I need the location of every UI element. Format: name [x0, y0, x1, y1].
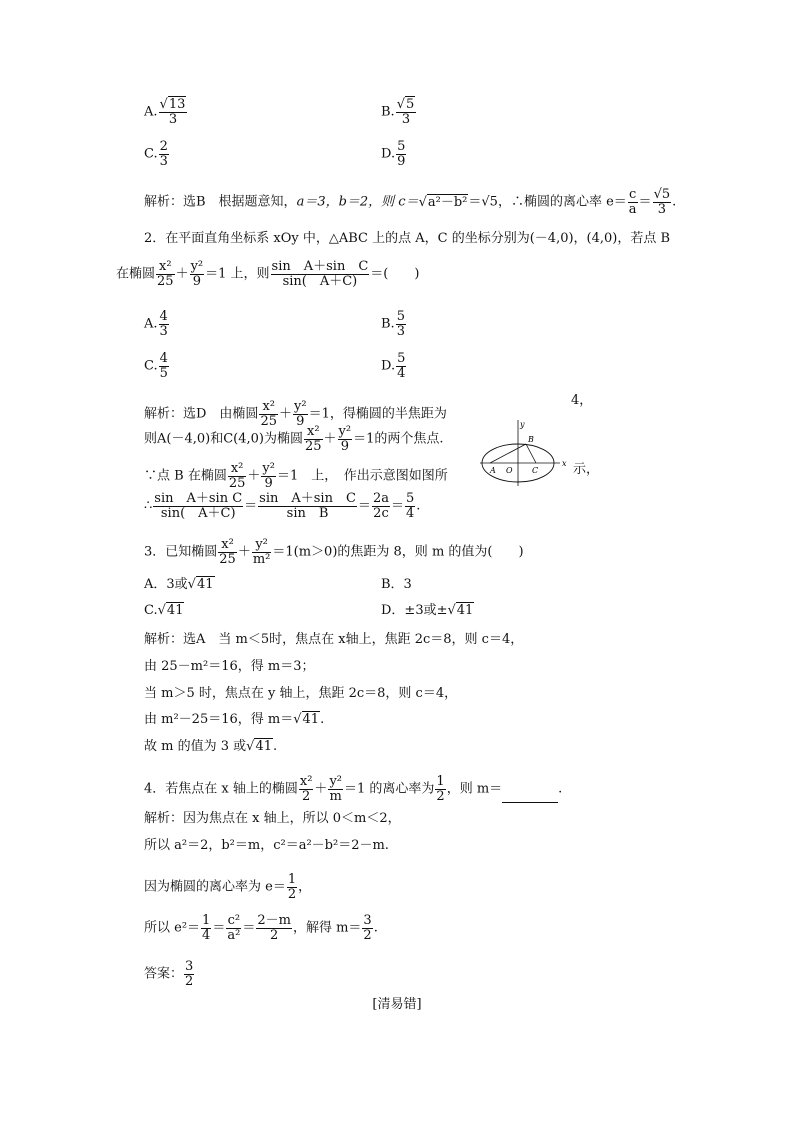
q1-option-b: B. $\frac{√5}{3}$	[381, 97, 415, 127]
fraction: $\frac{3}{2}$	[185, 959, 194, 989]
q2-option-c: C. $\frac{4}{5}$	[144, 351, 168, 381]
q1-solution: 解析：选B 根据题意知，a＝3，b＝2，则 c＝√a²－b²＝√5，∴椭圆的离心率 e＝ $\frac{c}{a}$ ＝ $\frac{√5}{3}$ .	[144, 187, 677, 217]
q3-solution-line3: 当 m＞5 时，焦点在 y 轴上，焦距 2c＝8，则 c＝4，	[144, 686, 458, 701]
q3-stem: 3．已知椭圆 $\frac{\text{x²}}{25}$ ＋ $\frac{\text{y²}}{\text{m²}}$ ＝1(m＞0)的焦距为 8，则 m 的值为( )	[144, 537, 524, 567]
fraction: $\frac{5}{3}$	[396, 309, 405, 339]
fraction: $\frac{1}{2}$	[287, 872, 297, 902]
fraction: $\frac{\text{x²}}{25}$	[228, 461, 246, 491]
q3-option-c: C.√41	[144, 603, 184, 618]
fraction: $\frac{2}{3}$	[159, 139, 168, 169]
fraction: $\frac{√5}{3}$	[653, 187, 671, 217]
fraction: $\frac{\text{y²}}{9}$	[338, 424, 352, 454]
label-c: C	[532, 466, 539, 475]
label-o: O	[506, 466, 513, 475]
fraction: $\frac{2a}{2c}$	[372, 491, 389, 521]
q2-option-a: A. $\frac{4}{3}$	[144, 309, 168, 339]
q2-solution-line4: ∴ $\frac{\text{sin A＋sin C}}{\sin( A+C)}$ ＝ $\frac{\text{sin A＋sin C}}{\text{sin B}}$ ＝ $\frac{2a}{2c}$ ＝ $\frac{5}{4}$ .	[144, 491, 421, 521]
fraction: $\frac{4}{3}$	[159, 309, 168, 339]
q2-solution-line1: 解析：选D 由椭圆 $\frac{\text{x²}}{25}$ ＋ $\frac{\text{y²}}{9}$ ＝1，得椭圆的半焦距为	[144, 399, 447, 429]
fraction: $\frac{5}{9}$	[397, 139, 406, 169]
q4-answer: 答案： $\frac{3}{2}$	[144, 959, 194, 989]
fraction: $\frac{\text{c²}}{\text{a²}}$	[227, 913, 241, 943]
fraction: $\frac{\text{x²}}{25}$	[219, 537, 236, 567]
fraction: $\frac{5}{4}$	[405, 491, 415, 521]
fraction: $\frac{\text{sin A＋sin C}}{\sin( A+C)}$	[154, 491, 243, 521]
fraction: $\frac{c}{a}$	[628, 187, 637, 217]
fraction: $\frac{5}{4}$	[397, 351, 406, 381]
label-a: A	[490, 466, 496, 475]
fraction: $\frac{2-m}{2}$	[257, 913, 291, 943]
fraction: $\frac{√13}{3}$	[159, 97, 186, 127]
q4-solution-line1: 解析：因为焦点在 x 轴上，所以 0＜m＜2，	[144, 811, 401, 826]
ellipse-figure	[476, 418, 568, 490]
fraction: $\frac{\text{y²}}{9}$	[262, 461, 275, 491]
fraction: $\frac{\text{sin A＋sin C}}{\text{sin B}}$	[259, 491, 356, 521]
q3-option-d: D．±3或±√41	[381, 603, 474, 618]
fraction: $\frac{\text{x²}}{2}$	[299, 774, 313, 804]
fraction: $\frac{\text{y²}}{9}$	[294, 399, 307, 429]
section-footer: [清易错]	[372, 997, 422, 1012]
q2-solution-line3-tail: 示，	[573, 462, 600, 477]
q3-solution-line4: 由 m²－25＝16，得 m＝√41.	[144, 712, 325, 727]
q2-solution-line2: 则A(－4,0)和C(4,0)为椭圆 $\frac{\text{x²}}{25}$ ＋ $\frac{\text{y²}}{9}$ ＝1的两个焦点.	[144, 424, 444, 454]
q3-option-b: B．3	[381, 577, 412, 592]
q2-solution-line3: ∵点 B 在椭圆 $\frac{\text{x²}}{25}$ ＋ $\frac{\text{y²}}{9}$ ＝1 上， 作出示意图如图所	[144, 461, 448, 491]
fraction: $\frac{\text{sin A＋sin C}}{\sin( A+C)}$	[271, 259, 369, 289]
q2-stem-line1: 2．在平面直角坐标系 xOy 中，△ABC 上的点 A，C 的坐标分别为(－4,0)，(4,0)，若点 B	[144, 231, 671, 246]
q4-solution-line4: 所以 e²＝ $\frac{1}{4}$ ＝ $\frac{\text{c²}}{\text{a²}}$ ＝ $\frac{2-m}{2}$ ，解得 m＝ $\frac{3}{2}$ .	[144, 913, 378, 943]
fraction: $\frac{3}{2}$	[363, 913, 372, 943]
q4-stem: 4．若焦点在 x 轴上的椭圆 $\frac{\text{x²}}{2}$ ＋ $\frac{\text{y²}}{m}$ ＝1 的离心率为 $\frac{1}{2}$ ，则 m＝ .	[144, 774, 563, 804]
segment-ab	[490, 444, 526, 463]
q3-solution-line1: 解析：选A 当 m＜5时，焦点在 x轴上，焦距 2c＝8，则 c＝4，	[144, 632, 524, 647]
q1-option-a: A. $\frac{√13}{3}$	[144, 97, 186, 127]
q1-option-c: C. $\frac{2}{3}$	[144, 139, 168, 169]
label-x: x	[562, 459, 567, 468]
q1-option-d: D. $\frac{5}{9}$	[381, 139, 406, 169]
fraction: $\frac{\text{y²}}{9}$	[190, 259, 204, 289]
q3-solution-line2: 由 25－m²＝16，得 m＝3；	[144, 659, 315, 674]
fraction: $\frac{√5}{3}$	[396, 97, 415, 127]
q2-option-b: B. $\frac{5}{3}$	[381, 309, 405, 339]
answer-blank[interactable]	[502, 790, 558, 803]
q2-stem-line2: 在椭圆 $\frac{\text{x²}}{25}$ ＋ $\frac{\text{y²}}{9}$ ＝1 上，则 $\frac{\text{sin A＋sin C}}{\sin( A+C)}$ ＝( )	[116, 259, 420, 289]
q2-solution-line1-tail: 4，	[571, 393, 593, 408]
label-y: y	[520, 420, 525, 429]
fraction: $\frac{\text{y²}}{m}$	[329, 774, 342, 804]
q3-option-a: A．3或√41	[144, 577, 214, 592]
q2-option-d: D. $\frac{5}{4}$	[381, 351, 406, 381]
fraction: $\frac{\text{x²}}{25}$	[304, 424, 322, 454]
fraction: $\frac{\text{x²}}{25}$	[157, 259, 174, 289]
fraction: $\frac{1}{2}$	[436, 774, 445, 804]
fraction: $\frac{1}{4}$	[202, 913, 211, 943]
q3-solution-line5: 故 m 的值为 3 或√41.	[144, 739, 278, 754]
fraction: $\frac{4}{5}$	[159, 351, 168, 381]
q4-solution-line3: 因为椭圆的离心率为 e＝ $\frac{1}{2}$ ，	[144, 872, 312, 902]
fraction: $\frac{\text{x²}}{25}$	[260, 399, 277, 429]
segment-bc	[526, 444, 536, 463]
label-b: B	[528, 435, 534, 444]
q4-solution-line2: 所以 a²＝2，b²＝m，c²＝a²－b²＝2－m.	[144, 838, 389, 853]
fraction: $\frac{\text{y²}}{\text{m²}}$	[252, 537, 271, 567]
